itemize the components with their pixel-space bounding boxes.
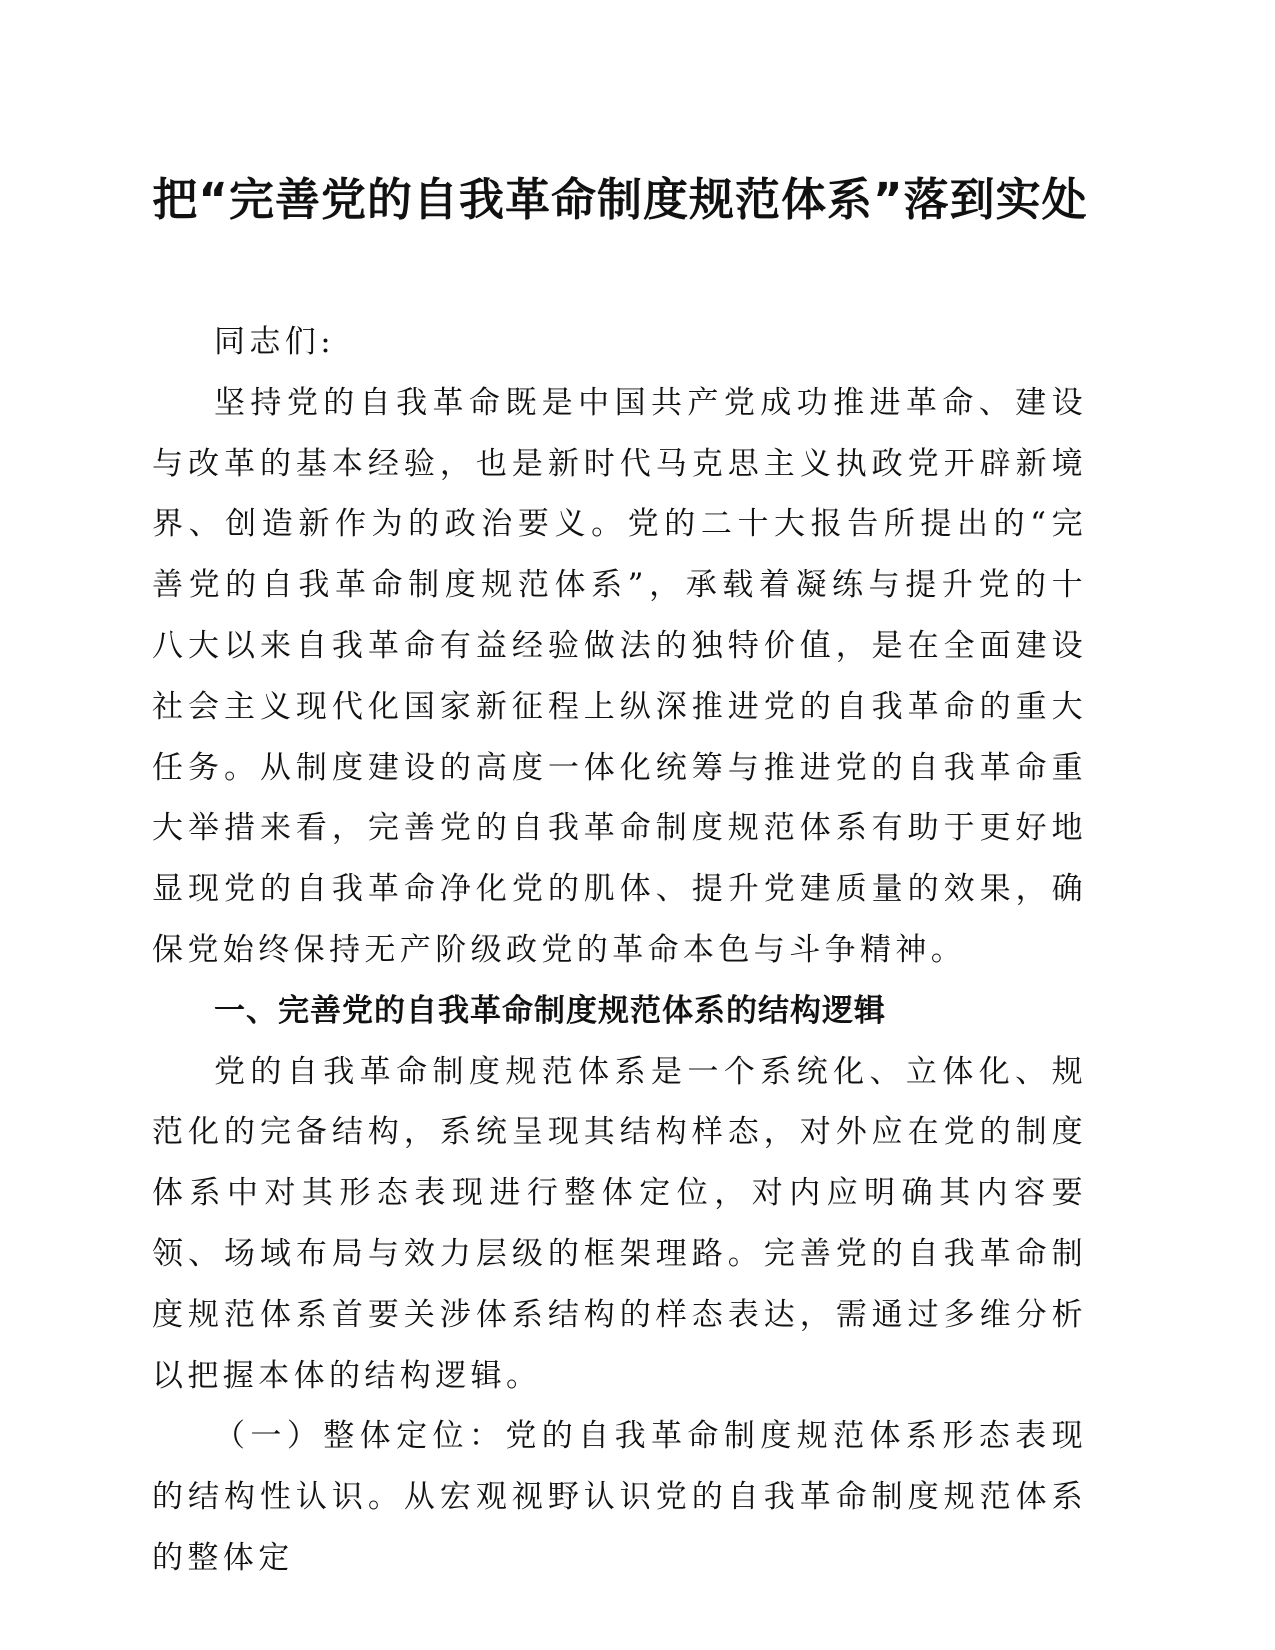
intro-paragraph: 坚持党的自我革命既是中国共产党成功推进革命、建设与改革的基本经验，也是新时代马克思主义执政党开辟新境界、创造新作为的政治要义。党的二十大报告所提出的“完善党的自我革命制度规范体系”，承载着凝练与提升党的十八大以来自我革命有益经验做法的独特价值，是在全面建设社会主义现代化国家新征程上纵深推进党的自我革命的重大任务。从制度建设的高度一体化统筹与推进党的自我革命重大举措来看，完善党的自我革命制度规范体系有助于更好地显现党的自我革命净化党的肌体、提升党建质量的效果，确保党始终保持无产阶级政党的革命本色与斗争精神。 xyxy=(152,384,1087,968)
document-body xyxy=(152,312,1087,1589)
salutation: 同志们: xyxy=(214,324,336,360)
subsection-paragraph: （一）整体定位：党的自我革命制度规范体系形态表现的结构性认识。从宏观视野认识党的自我革命制度规范体系的整体定 xyxy=(152,1418,1087,1576)
section-heading: 一、完善党的自我革命制度规范体系的结构逻辑 xyxy=(214,992,886,1029)
section-paragraph: 党的自我革命制度规范体系是一个系统化、立体化、规范化的完备结构，系统呈现其结构样态，对外应在党的制度体系中对其形态表现进行整体定位，对内应明确其内容要领、场域布局与效力层级的框架理路。完善党的自我革命制度规范体系首要关涉体系结构的样态表达，需通过多维分析以把握本体的结构逻辑。 xyxy=(152,1053,1087,1394)
document-title: 把“完善党的自我革命制度规范体系”落到实处 xyxy=(152,173,1088,226)
